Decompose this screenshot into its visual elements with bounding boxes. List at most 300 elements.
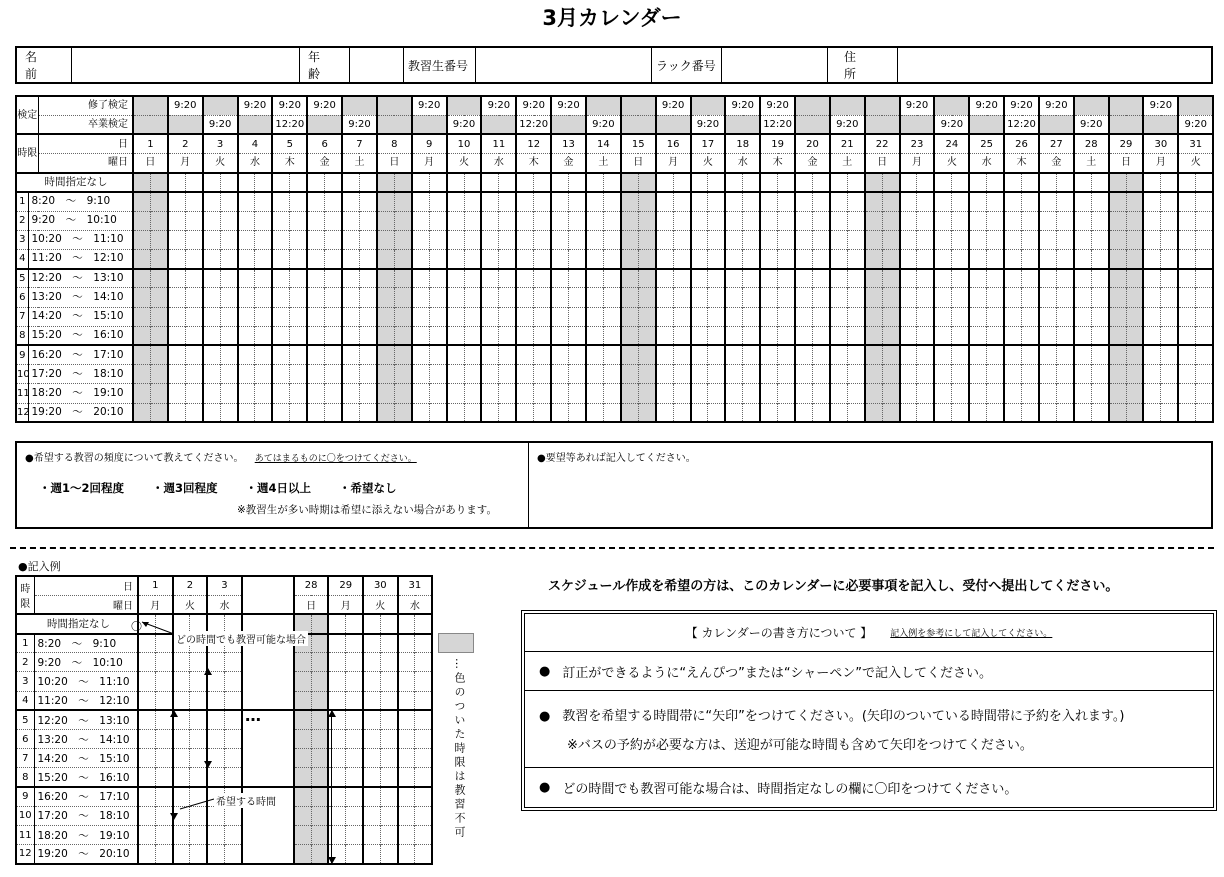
no-time-day-26-b[interactable] — [1022, 173, 1039, 192]
period-4-day-25-b[interactable] — [987, 250, 1004, 269]
period-11-day-6-a[interactable] — [307, 384, 324, 403]
period-9-day-16-a[interactable] — [656, 345, 673, 364]
period-3-day-11-b[interactable] — [499, 230, 516, 249]
period-5-day-8-a[interactable] — [377, 269, 394, 288]
period-4-day-13-a[interactable] — [551, 250, 568, 269]
period-8-day-15-a[interactable] — [621, 326, 638, 345]
age-field[interactable] — [350, 48, 404, 82]
period-11-day-10-a[interactable] — [447, 384, 464, 403]
period-9-day-17-a[interactable] — [691, 345, 708, 364]
period-3-day-31-b[interactable] — [1196, 230, 1213, 249]
period-12-day-5-a[interactable] — [272, 403, 289, 422]
period-9-day-19-b[interactable] — [778, 345, 795, 364]
period-11-day-16-b[interactable] — [673, 384, 690, 403]
period-7-day-23-a[interactable] — [900, 307, 917, 326]
period-12-day-12-b[interactable] — [534, 403, 551, 422]
period-8-day-7-a[interactable] — [342, 326, 359, 345]
period-6-day-3-b[interactable] — [220, 288, 237, 307]
period-1-day-16-b[interactable] — [673, 192, 690, 211]
period-2-day-3-b[interactable] — [220, 211, 237, 230]
period-1-day-27-b[interactable] — [1056, 192, 1073, 211]
period-7-day-22-a[interactable] — [865, 307, 882, 326]
period-11-day-13-b[interactable] — [569, 384, 586, 403]
period-3-day-5-b[interactable] — [290, 230, 307, 249]
period-2-day-30-a[interactable] — [1143, 211, 1160, 230]
period-12-day-3-b[interactable] — [220, 403, 237, 422]
period-7-day-2-a[interactable] — [168, 307, 185, 326]
period-4-day-5-a[interactable] — [272, 250, 289, 269]
period-9-day-7-b[interactable] — [359, 345, 376, 364]
period-5-day-18-b[interactable] — [743, 269, 760, 288]
period-10-day-4-a[interactable] — [238, 365, 255, 384]
period-6-day-6-a[interactable] — [307, 288, 324, 307]
no-time-day-17-a[interactable] — [691, 173, 708, 192]
period-9-day-21-b[interactable] — [847, 345, 864, 364]
period-11-day-20-b[interactable] — [812, 384, 829, 403]
period-3-day-19-a[interactable] — [760, 230, 777, 249]
period-8-day-16-b[interactable] — [673, 326, 690, 345]
period-11-day-21-b[interactable] — [847, 384, 864, 403]
period-12-day-24-a[interactable] — [934, 403, 951, 422]
period-1-day-22-a[interactable] — [865, 192, 882, 211]
period-5-day-24-a[interactable] — [934, 269, 951, 288]
period-7-day-30-a[interactable] — [1143, 307, 1160, 326]
period-1-day-28-a[interactable] — [1074, 192, 1091, 211]
period-3-day-21-a[interactable] — [830, 230, 847, 249]
period-6-day-14-a[interactable] — [586, 288, 603, 307]
period-7-day-8-b[interactable] — [394, 307, 411, 326]
period-2-day-8-a[interactable] — [377, 211, 394, 230]
period-4-day-19-a[interactable] — [760, 250, 777, 269]
period-7-day-27-a[interactable] — [1039, 307, 1056, 326]
no-time-day-27-b[interactable] — [1056, 173, 1073, 192]
period-6-day-30-b[interactable] — [1161, 288, 1178, 307]
period-8-day-1-a[interactable] — [133, 326, 150, 345]
period-4-day-23-a[interactable] — [900, 250, 917, 269]
no-time-day-12-b[interactable] — [534, 173, 551, 192]
period-5-day-12-b[interactable] — [534, 269, 551, 288]
period-3-day-16-a[interactable] — [656, 230, 673, 249]
period-3-day-4-b[interactable] — [255, 230, 272, 249]
period-6-day-17-a[interactable] — [691, 288, 708, 307]
period-2-day-31-a[interactable] — [1178, 211, 1195, 230]
period-2-day-21-b[interactable] — [847, 211, 864, 230]
period-3-day-23-b[interactable] — [917, 230, 934, 249]
period-6-day-27-b[interactable] — [1056, 288, 1073, 307]
period-4-day-31-b[interactable] — [1196, 250, 1213, 269]
period-3-day-22-a[interactable] — [865, 230, 882, 249]
period-3-day-20-a[interactable] — [795, 230, 812, 249]
period-4-day-28-a[interactable] — [1074, 250, 1091, 269]
period-4-day-31-a[interactable] — [1178, 250, 1195, 269]
period-10-day-12-a[interactable] — [516, 365, 533, 384]
period-9-day-5-b[interactable] — [290, 345, 307, 364]
period-9-day-11-a[interactable] — [481, 345, 498, 364]
no-time-day-25-b[interactable] — [987, 173, 1004, 192]
no-time-day-15-b[interactable] — [638, 173, 655, 192]
period-3-day-26-a[interactable] — [1004, 230, 1021, 249]
period-6-day-4-a[interactable] — [238, 288, 255, 307]
period-11-day-11-a[interactable] — [481, 384, 498, 403]
period-10-day-25-b[interactable] — [987, 365, 1004, 384]
period-12-day-25-a[interactable] — [969, 403, 986, 422]
period-10-day-11-b[interactable] — [499, 365, 516, 384]
period-9-day-2-a[interactable] — [168, 345, 185, 364]
period-10-day-29-a[interactable] — [1109, 365, 1126, 384]
period-6-day-26-b[interactable] — [1022, 288, 1039, 307]
period-5-day-18-a[interactable] — [725, 269, 742, 288]
period-9-day-4-a[interactable] — [238, 345, 255, 364]
period-1-day-30-a[interactable] — [1143, 192, 1160, 211]
period-2-day-27-a[interactable] — [1039, 211, 1056, 230]
period-2-day-14-a[interactable] — [586, 211, 603, 230]
period-5-day-15-a[interactable] — [621, 269, 638, 288]
period-11-day-9-b[interactable] — [429, 384, 446, 403]
period-12-day-23-b[interactable] — [917, 403, 934, 422]
period-7-day-16-a[interactable] — [656, 307, 673, 326]
period-11-day-31-b[interactable] — [1196, 384, 1213, 403]
period-4-day-9-a[interactable] — [412, 250, 429, 269]
period-8-day-17-b[interactable] — [708, 326, 725, 345]
period-9-day-20-b[interactable] — [812, 345, 829, 364]
period-5-day-31-a[interactable] — [1178, 269, 1195, 288]
period-5-day-3-b[interactable] — [220, 269, 237, 288]
period-2-day-19-b[interactable] — [778, 211, 795, 230]
period-3-day-14-a[interactable] — [586, 230, 603, 249]
period-12-day-28-a[interactable] — [1074, 403, 1091, 422]
period-5-day-9-b[interactable] — [429, 269, 446, 288]
period-7-day-7-a[interactable] — [342, 307, 359, 326]
period-8-day-11-a[interactable] — [481, 326, 498, 345]
period-8-day-30-b[interactable] — [1161, 326, 1178, 345]
period-4-day-30-a[interactable] — [1143, 250, 1160, 269]
period-12-day-21-a[interactable] — [830, 403, 847, 422]
period-10-day-16-b[interactable] — [673, 365, 690, 384]
period-2-day-17-b[interactable] — [708, 211, 725, 230]
period-11-day-25-b[interactable] — [987, 384, 1004, 403]
period-7-day-3-b[interactable] — [220, 307, 237, 326]
period-1-day-5-a[interactable] — [272, 192, 289, 211]
period-10-day-1-a[interactable] — [133, 365, 150, 384]
period-1-day-12-b[interactable] — [534, 192, 551, 211]
period-9-day-13-b[interactable] — [569, 345, 586, 364]
period-1-day-7-a[interactable] — [342, 192, 359, 211]
period-9-day-29-a[interactable] — [1109, 345, 1126, 364]
no-time-day-31-b[interactable] — [1196, 173, 1213, 192]
period-4-day-26-a[interactable] — [1004, 250, 1021, 269]
period-5-day-12-a[interactable] — [516, 269, 533, 288]
period-6-day-7-b[interactable] — [359, 288, 376, 307]
period-11-day-4-b[interactable] — [255, 384, 272, 403]
period-7-day-13-b[interactable] — [569, 307, 586, 326]
period-1-day-11-a[interactable] — [481, 192, 498, 211]
period-1-day-23-b[interactable] — [917, 192, 934, 211]
period-5-day-31-b[interactable] — [1196, 269, 1213, 288]
period-9-day-6-b[interactable] — [325, 345, 342, 364]
period-11-day-6-b[interactable] — [325, 384, 342, 403]
period-2-day-1-b[interactable] — [150, 211, 167, 230]
period-9-day-3-a[interactable] — [203, 345, 220, 364]
period-1-day-2-a[interactable] — [168, 192, 185, 211]
period-2-day-31-b[interactable] — [1196, 211, 1213, 230]
period-4-day-23-b[interactable] — [917, 250, 934, 269]
period-4-day-9-b[interactable] — [429, 250, 446, 269]
period-3-day-20-b[interactable] — [812, 230, 829, 249]
period-11-day-13-a[interactable] — [551, 384, 568, 403]
period-11-day-26-a[interactable] — [1004, 384, 1021, 403]
period-3-day-9-b[interactable] — [429, 230, 446, 249]
period-9-day-23-b[interactable] — [917, 345, 934, 364]
period-11-day-26-b[interactable] — [1022, 384, 1039, 403]
period-12-day-19-a[interactable] — [760, 403, 777, 422]
period-4-day-14-a[interactable] — [586, 250, 603, 269]
period-4-day-2-b[interactable] — [185, 250, 202, 269]
period-10-day-20-b[interactable] — [812, 365, 829, 384]
no-time-day-15-a[interactable] — [621, 173, 638, 192]
period-4-day-24-b[interactable] — [952, 250, 969, 269]
period-4-day-12-a[interactable] — [516, 250, 533, 269]
period-4-day-19-b[interactable] — [778, 250, 795, 269]
period-1-day-24-a[interactable] — [934, 192, 951, 211]
period-2-day-16-a[interactable] — [656, 211, 673, 230]
period-9-day-6-a[interactable] — [307, 345, 324, 364]
period-1-day-17-b[interactable] — [708, 192, 725, 211]
period-2-day-3-a[interactable] — [203, 211, 220, 230]
period-2-day-29-a[interactable] — [1109, 211, 1126, 230]
period-3-day-29-a[interactable] — [1109, 230, 1126, 249]
period-6-day-1-b[interactable] — [150, 288, 167, 307]
period-4-day-4-b[interactable] — [255, 250, 272, 269]
period-5-day-19-a[interactable] — [760, 269, 777, 288]
period-3-day-16-b[interactable] — [673, 230, 690, 249]
period-10-day-15-b[interactable] — [638, 365, 655, 384]
period-8-day-23-b[interactable] — [917, 326, 934, 345]
period-12-day-27-b[interactable] — [1056, 403, 1073, 422]
no-time-day-16-b[interactable] — [673, 173, 690, 192]
option-no-preference[interactable]: ・希望なし — [339, 481, 397, 495]
period-8-day-26-b[interactable] — [1022, 326, 1039, 345]
no-time-day-18-b[interactable] — [743, 173, 760, 192]
period-12-day-14-a[interactable] — [586, 403, 603, 422]
option-4-plus-per-week[interactable]: ・週4日以上 — [245, 481, 312, 495]
period-7-day-28-b[interactable] — [1091, 307, 1108, 326]
period-12-day-6-b[interactable] — [325, 403, 342, 422]
period-5-day-11-a[interactable] — [481, 269, 498, 288]
period-10-day-24-a[interactable] — [934, 365, 951, 384]
period-8-day-12-a[interactable] — [516, 326, 533, 345]
period-2-day-22-a[interactable] — [865, 211, 882, 230]
period-3-day-15-b[interactable] — [638, 230, 655, 249]
period-6-day-13-b[interactable] — [569, 288, 586, 307]
period-11-day-9-a[interactable] — [412, 384, 429, 403]
period-11-day-31-a[interactable] — [1178, 384, 1195, 403]
period-1-day-14-a[interactable] — [586, 192, 603, 211]
period-11-day-21-a[interactable] — [830, 384, 847, 403]
period-8-day-21-a[interactable] — [830, 326, 847, 345]
period-12-day-9-b[interactable] — [429, 403, 446, 422]
period-7-day-14-a[interactable] — [586, 307, 603, 326]
period-2-day-20-a[interactable] — [795, 211, 812, 230]
period-12-day-2-b[interactable] — [185, 403, 202, 422]
period-3-day-29-b[interactable] — [1126, 230, 1143, 249]
no-time-day-21-b[interactable] — [847, 173, 864, 192]
period-7-day-18-a[interactable] — [725, 307, 742, 326]
period-11-day-2-b[interactable] — [185, 384, 202, 403]
no-time-day-5-a[interactable] — [272, 173, 289, 192]
period-7-day-5-b[interactable] — [290, 307, 307, 326]
no-time-day-6-b[interactable] — [325, 173, 342, 192]
period-7-day-20-a[interactable] — [795, 307, 812, 326]
period-12-day-21-b[interactable] — [847, 403, 864, 422]
period-7-day-5-a[interactable] — [272, 307, 289, 326]
period-5-day-1-a[interactable] — [133, 269, 150, 288]
no-time-day-4-b[interactable] — [255, 173, 272, 192]
period-11-day-24-b[interactable] — [952, 384, 969, 403]
period-5-day-6-b[interactable] — [325, 269, 342, 288]
period-1-day-13-b[interactable] — [569, 192, 586, 211]
period-9-day-28-a[interactable] — [1074, 345, 1091, 364]
period-2-day-9-a[interactable] — [412, 211, 429, 230]
period-6-day-24-b[interactable] — [952, 288, 969, 307]
period-4-day-1-a[interactable] — [133, 250, 150, 269]
period-8-day-14-b[interactable] — [603, 326, 620, 345]
period-4-day-24-a[interactable] — [934, 250, 951, 269]
period-8-day-1-b[interactable] — [150, 326, 167, 345]
no-time-day-18-a[interactable] — [725, 173, 742, 192]
period-11-day-19-a[interactable] — [760, 384, 777, 403]
period-2-day-15-b[interactable] — [638, 211, 655, 230]
period-5-day-5-a[interactable] — [272, 269, 289, 288]
period-12-day-31-b[interactable] — [1196, 403, 1213, 422]
period-9-day-18-a[interactable] — [725, 345, 742, 364]
period-2-day-2-b[interactable] — [185, 211, 202, 230]
period-12-day-28-b[interactable] — [1091, 403, 1108, 422]
no-time-day-11-b[interactable] — [499, 173, 516, 192]
period-9-day-31-a[interactable] — [1178, 345, 1195, 364]
period-10-day-31-b[interactable] — [1196, 365, 1213, 384]
period-6-day-22-b[interactable] — [882, 288, 899, 307]
no-time-day-25-a[interactable] — [969, 173, 986, 192]
period-9-day-8-b[interactable] — [394, 345, 411, 364]
period-6-day-14-b[interactable] — [603, 288, 620, 307]
option-3-per-week[interactable]: ・週3回程度 — [152, 481, 218, 495]
period-2-day-17-a[interactable] — [691, 211, 708, 230]
period-10-day-21-a[interactable] — [830, 365, 847, 384]
period-8-day-6-a[interactable] — [307, 326, 324, 345]
period-7-day-25-a[interactable] — [969, 307, 986, 326]
period-4-day-10-a[interactable] — [447, 250, 464, 269]
period-8-day-18-b[interactable] — [743, 326, 760, 345]
period-4-day-30-b[interactable] — [1161, 250, 1178, 269]
period-7-day-13-a[interactable] — [551, 307, 568, 326]
period-4-day-15-a[interactable] — [621, 250, 638, 269]
period-3-day-12-b[interactable] — [534, 230, 551, 249]
period-10-day-2-b[interactable] — [185, 365, 202, 384]
period-1-day-15-a[interactable] — [621, 192, 638, 211]
period-10-day-8-b[interactable] — [394, 365, 411, 384]
period-6-day-31-a[interactable] — [1178, 288, 1195, 307]
period-6-day-7-a[interactable] — [342, 288, 359, 307]
period-8-day-7-b[interactable] — [359, 326, 376, 345]
no-time-day-19-a[interactable] — [760, 173, 777, 192]
period-6-day-26-a[interactable] — [1004, 288, 1021, 307]
period-4-day-16-b[interactable] — [673, 250, 690, 269]
period-12-day-3-a[interactable] — [203, 403, 220, 422]
no-time-day-17-b[interactable] — [708, 173, 725, 192]
period-1-day-9-a[interactable] — [412, 192, 429, 211]
period-2-day-7-b[interactable] — [359, 211, 376, 230]
period-6-day-18-a[interactable] — [725, 288, 742, 307]
period-4-day-6-b[interactable] — [325, 250, 342, 269]
period-11-day-11-b[interactable] — [499, 384, 516, 403]
period-8-day-21-b[interactable] — [847, 326, 864, 345]
no-time-day-29-b[interactable] — [1126, 173, 1143, 192]
period-5-day-8-b[interactable] — [394, 269, 411, 288]
period-1-day-6-a[interactable] — [307, 192, 324, 211]
period-12-day-26-b[interactable] — [1022, 403, 1039, 422]
period-8-day-26-a[interactable] — [1004, 326, 1021, 345]
period-3-day-13-a[interactable] — [551, 230, 568, 249]
period-5-day-23-a[interactable] — [900, 269, 917, 288]
period-11-day-30-a[interactable] — [1143, 384, 1160, 403]
period-2-day-5-b[interactable] — [290, 211, 307, 230]
period-10-day-4-b[interactable] — [255, 365, 272, 384]
period-5-day-25-b[interactable] — [987, 269, 1004, 288]
period-5-day-21-a[interactable] — [830, 269, 847, 288]
period-2-day-11-b[interactable] — [499, 211, 516, 230]
period-9-day-7-a[interactable] — [342, 345, 359, 364]
period-3-day-8-b[interactable] — [394, 230, 411, 249]
period-5-day-1-b[interactable] — [150, 269, 167, 288]
period-10-day-17-b[interactable] — [708, 365, 725, 384]
period-5-day-4-b[interactable] — [255, 269, 272, 288]
period-4-day-2-a[interactable] — [168, 250, 185, 269]
period-1-day-12-a[interactable] — [516, 192, 533, 211]
period-4-day-3-a[interactable] — [203, 250, 220, 269]
period-7-day-1-a[interactable] — [133, 307, 150, 326]
period-6-day-5-a[interactable] — [272, 288, 289, 307]
period-5-day-10-a[interactable] — [447, 269, 464, 288]
period-11-day-22-a[interactable] — [865, 384, 882, 403]
period-8-day-18-a[interactable] — [725, 326, 742, 345]
period-9-day-17-b[interactable] — [708, 345, 725, 364]
period-8-day-31-a[interactable] — [1178, 326, 1195, 345]
period-7-day-4-a[interactable] — [238, 307, 255, 326]
period-12-day-16-a[interactable] — [656, 403, 673, 422]
period-11-day-16-a[interactable] — [656, 384, 673, 403]
period-3-day-1-b[interactable] — [150, 230, 167, 249]
no-time-day-22-a[interactable] — [865, 173, 882, 192]
period-5-day-4-a[interactable] — [238, 269, 255, 288]
period-12-day-31-a[interactable] — [1178, 403, 1195, 422]
period-9-day-30-a[interactable] — [1143, 345, 1160, 364]
period-5-day-2-a[interactable] — [168, 269, 185, 288]
period-3-day-7-a[interactable] — [342, 230, 359, 249]
no-time-day-22-b[interactable] — [882, 173, 899, 192]
period-11-day-23-b[interactable] — [917, 384, 934, 403]
period-2-day-12-b[interactable] — [534, 211, 551, 230]
period-7-day-30-b[interactable] — [1161, 307, 1178, 326]
period-4-day-29-a[interactable] — [1109, 250, 1126, 269]
period-10-day-3-a[interactable] — [203, 365, 220, 384]
no-time-day-30-b[interactable] — [1161, 173, 1178, 192]
period-12-day-7-b[interactable] — [359, 403, 376, 422]
period-1-day-20-b[interactable] — [812, 192, 829, 211]
no-time-day-2-a[interactable] — [168, 173, 185, 192]
period-1-day-5-b[interactable] — [290, 192, 307, 211]
period-6-day-25-b[interactable] — [987, 288, 1004, 307]
period-12-day-15-a[interactable] — [621, 403, 638, 422]
